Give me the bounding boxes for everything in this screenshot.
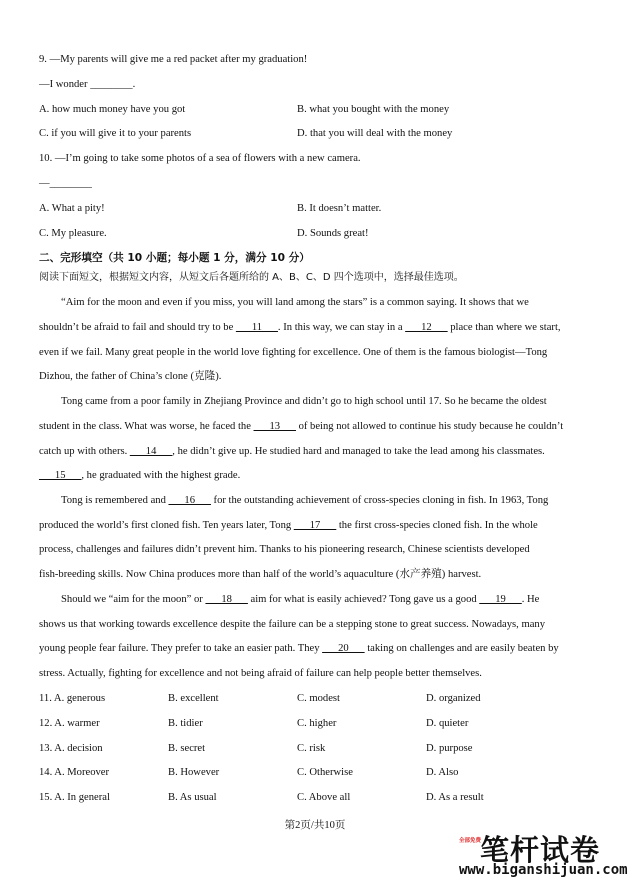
watermark-url: www.biganshijuan.com <box>459 862 628 878</box>
passage-text: shouldn’t be afraid to fail and should try to be <box>39 322 236 333</box>
q9-option-b: B. what you bought with the money <box>297 104 450 115</box>
blank-17: ___17___ <box>293 520 337 531</box>
section-heading: 二、完形填空（共 10 小题；每小题 1 分，满分 10 分） <box>39 252 310 264</box>
option-a: 15. A. In general <box>39 792 110 803</box>
q9-stem: 9. —My parents will give me a red packet after my graduation! <box>39 54 308 65</box>
passage-line <box>61 593 539 607</box>
blank-12: ___12___ <box>405 322 448 333</box>
passage-text: the first cross-species cloned fish. In the whole <box>336 520 538 531</box>
option-c: C. modest <box>297 693 340 704</box>
section-instruction: 阅读下面短文，根据短文内容，从短文后各题所给的 A、B、C、D 四个选项中，选择最佳选项。 <box>39 272 464 283</box>
passage-text: produced the world’s first cloned fish. Ten years later, Tong <box>39 520 294 531</box>
passage-line: stress. Actually, fighting for excellence and not being afraid of failure can help people better themselves. <box>39 668 482 679</box>
q9-option-c: C. if you will give it to your parents <box>39 128 192 139</box>
passage-line: Tong came from a poor family in Zhejiang Province and didn’t go to high school until 17. So he became the oldest <box>61 396 547 407</box>
passage-line: process, challenges and failures didn’t prevent him. Thanks to his pioneering research, Chinese scientists developed <box>39 544 530 555</box>
passage-line: fish-breeding skills. Now China produces more than half of the world’s aquaculture (水产养殖) harvest. <box>39 569 482 580</box>
passage-line: even if we fail. Many great people in the world love fighting for excellence. One of them is the famous biologist—Tong <box>39 347 548 358</box>
q10-option-c: C. My pleasure. <box>39 228 107 239</box>
q10-option-a: A. What a pity! <box>39 203 105 214</box>
passage-text: . In this way, we can stay in a <box>277 322 406 333</box>
watermark-tag: 全部免费 <box>459 838 482 844</box>
passage-text: young people fear failure. They prefer to take an easier path. They <box>39 643 323 654</box>
passage-line <box>61 494 548 508</box>
option-b: B. As usual <box>168 792 217 803</box>
passage-text: student in the class. What was worse, he faced the <box>39 421 254 432</box>
blank-18: ___18___ <box>205 594 248 605</box>
passage-text: of being not allowed to continue his study because he couldn’t <box>295 421 564 432</box>
passage-line: Dizhou, the father of China’s clone (克隆). <box>39 371 222 382</box>
passage-text: Should we “aim for the moon” or <box>61 594 206 605</box>
blank-15: ___15___ <box>39 470 82 481</box>
option-d: D. As a result <box>426 792 484 803</box>
option-b: B. However <box>168 767 220 778</box>
blank-13: ___13___ <box>253 421 296 432</box>
passage-text: place than where we start, <box>447 322 561 333</box>
passage-text: aim for what is easily achieved? Tong gave us a good <box>247 594 480 605</box>
q9-option-d: D. that you will deal with the money <box>297 128 453 139</box>
q9-option-a: A. how much money have you got <box>39 104 186 115</box>
passage-text: . He <box>521 594 540 605</box>
passage-line <box>39 469 240 483</box>
q10-option-d: D. Sounds great! <box>297 228 369 239</box>
passage-line <box>39 642 559 656</box>
passage-text: , he didn’t give up. He studied hard and managed to take the lead among his classmates. <box>172 446 545 457</box>
passage-line <box>39 321 561 335</box>
passage-text: taking on challenges and are easily beaten by <box>364 643 559 654</box>
blank-14: ___14___ <box>129 446 173 457</box>
passage-line <box>39 445 545 459</box>
passage-text: catch up with others. <box>39 446 130 457</box>
blank-19: ___19___ <box>479 594 522 605</box>
blank-16: ___16___ <box>168 495 211 506</box>
q10-option-b: B. It doesn’t matter. <box>297 203 382 214</box>
option-d: D. quieter <box>426 718 469 729</box>
option-c: C. Above all <box>297 792 351 803</box>
watermark-logo: 笔杆试卷 <box>480 833 601 867</box>
passage-line: shows us that working towards excellence despite the failure can be a stepping stone to great success. Nowadays, many <box>39 619 545 630</box>
option-d: D. organized <box>426 693 481 704</box>
option-b: B. excellent <box>168 693 219 704</box>
blank-11: ___11___ <box>235 322 278 333</box>
passage-line: “Aim for the moon and even if you miss, you will land among the stars” is a common saying. It shows that we <box>61 297 529 308</box>
passage-text: Tong is remembered and <box>61 495 169 506</box>
option-a: 11. A. generous <box>39 693 106 704</box>
option-b: B. tidier <box>168 718 203 729</box>
option-c: C. Otherwise <box>297 767 353 778</box>
option-c: C. higher <box>297 718 337 729</box>
blank-20: ___20___ <box>322 643 365 654</box>
q10-stem: 10. —I’m going to take some photos of a sea of flowers with a new camera. <box>39 153 361 164</box>
option-b: B. secret <box>168 743 206 754</box>
option-d: D. Also <box>426 767 459 778</box>
passage-text: for the outstanding achievement of cross-species cloning in fish. In 1963, Tong <box>210 495 549 506</box>
passage-line <box>39 519 538 533</box>
option-a: 12. A. warmer <box>39 718 100 729</box>
option-a: 14. A. Moreover <box>39 767 110 778</box>
page-number: 第2页/共10页 <box>284 820 346 831</box>
passage-text: , he graduated with the highest grade. <box>81 470 241 481</box>
passage-line <box>39 420 563 434</box>
q10-reply: —________ <box>39 178 92 189</box>
option-a: 13. A. decision <box>39 743 103 754</box>
q9-reply: —I wonder ________. <box>39 79 136 90</box>
option-d: D. purpose <box>426 743 473 754</box>
option-c: C. risk <box>297 743 326 754</box>
